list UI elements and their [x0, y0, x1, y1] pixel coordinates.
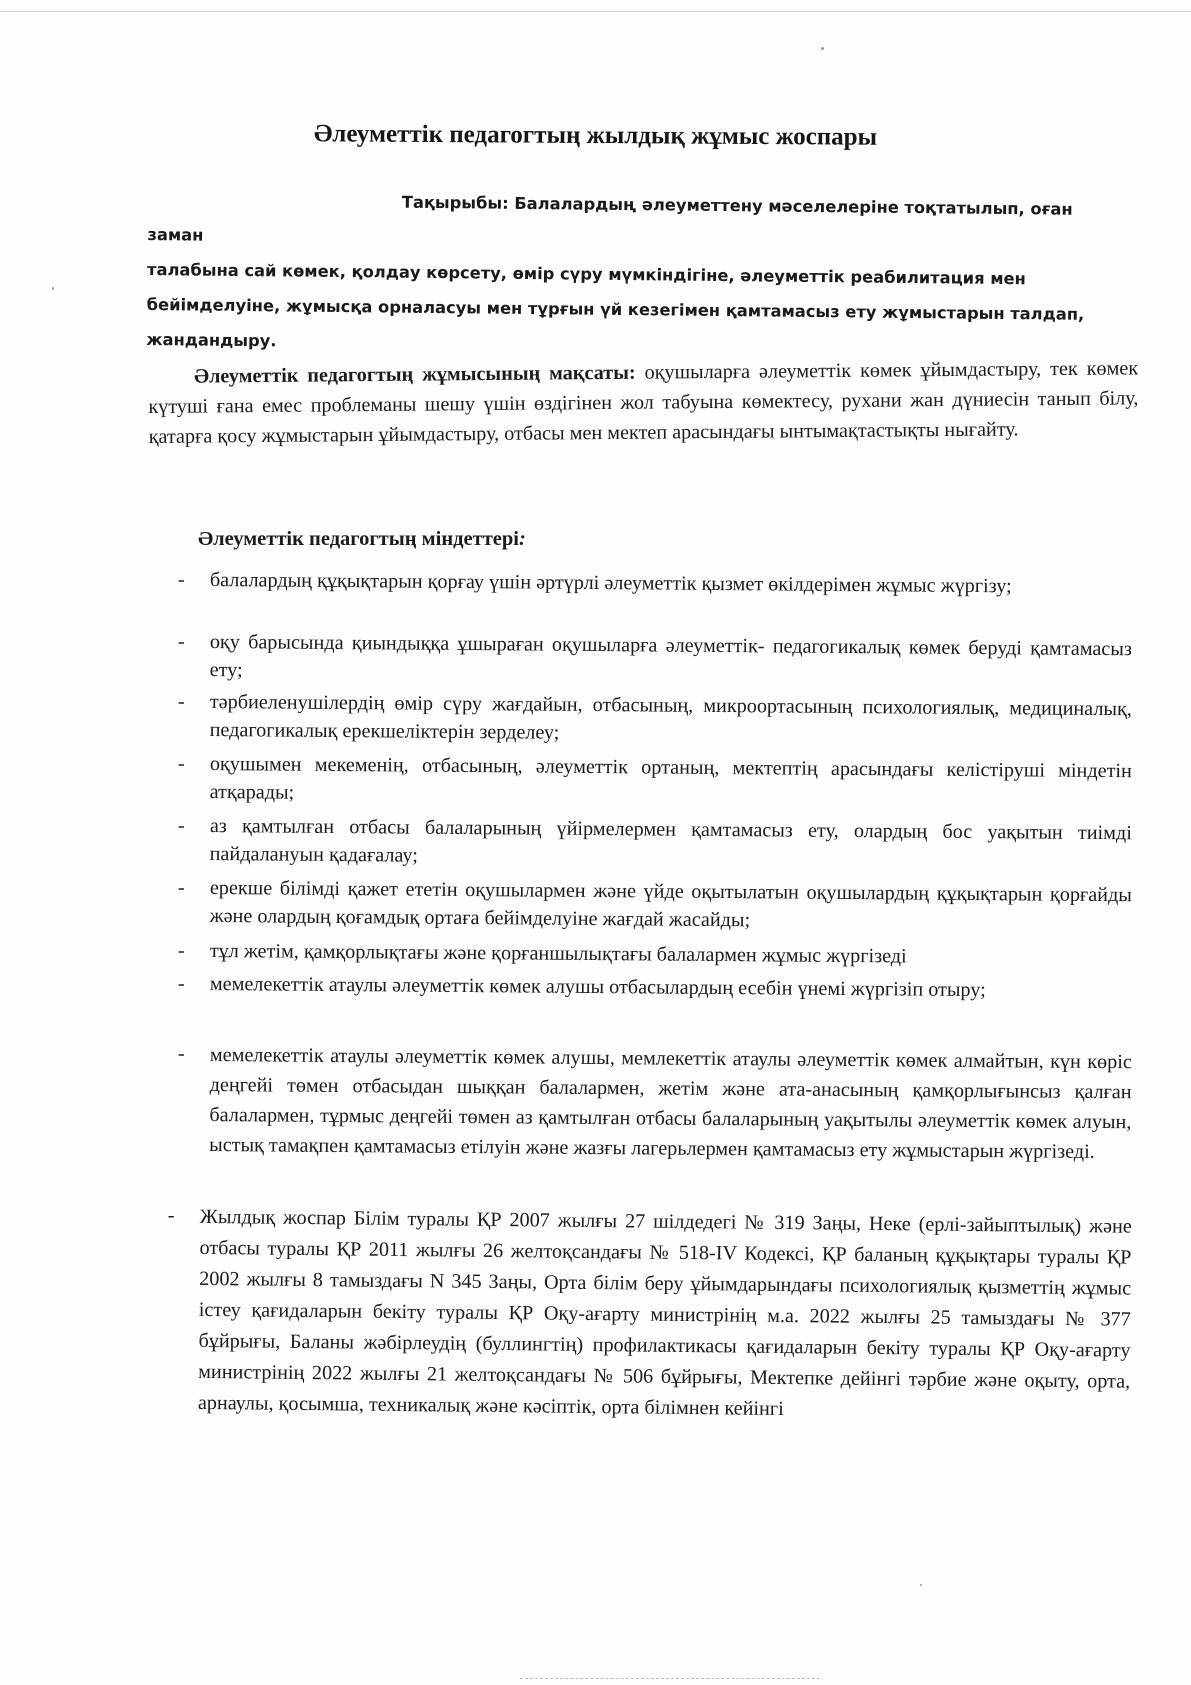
page-title: Әлеуметтік педагогтың жылдық жұмыс жоспары: [313, 120, 878, 151]
bullet-dash: -: [177, 876, 185, 899]
goal-text: оқушыларға әлеуметтік көмек ұйымдастыру, тек көмек күтуші ғана емес проблеманы шешу үшін өздігінен жол табуына көмектесу, рухани жан дүниесін танып білу, қатарға қосу жұмыстарын ұйымдастыру, отбасы мен мектеп арасындағы ынтымақтастықты нығайту.: [148, 357, 1139, 448]
list-item-text: балалардың құқықтарын қорғау үшін әртүрлі әлеуметтік қызмет өкілдерімен жұмыс жүргізу;: [209, 568, 1012, 598]
topic-label: Тақырыбы:: [401, 192, 509, 213]
topic-line: жандандыру.: [146, 329, 277, 351]
bullet-dash: -: [177, 568, 185, 591]
bullet-dash: -: [177, 972, 185, 995]
scan-speck: [920, 1584, 922, 1586]
list-item-text: мемелекеттік атаулы әлеуметтік көмек алушы отбасылардың есебін үнемі жүргізіп отыру;: [209, 972, 986, 1002]
list-item: [0, 564, 1191, 598]
bullet-dash: -: [167, 1204, 175, 1227]
scan-edge-line: [0, 11, 1191, 12]
goal-paragraph: [148, 353, 1139, 452]
list-item: [0, 1200, 1191, 1421]
topic-text: Балалардың әлеуметтену мәселелеріне тоқтатылып, оған заман: [147, 193, 1073, 245]
list-item-text: оқушымен мекеменің, отбасының, әлеуметтік ортаның, мектептің арасындағы келістіруші міндетін атқарады;: [209, 752, 1132, 804]
topic-line: бейімделуіне, жұмысқа орналасуы мен тұрғын үй кезегімен қамтамасыз ету жұмыстарын талдап,: [146, 294, 1085, 324]
bullet-dash: -: [177, 1042, 185, 1065]
tasks-heading-colon: :: [518, 528, 526, 550]
list-item-text: Жылдық жоспар Білім туралы ҚР 2007 жылғы 27 шілдедегі № 319 Заңы, Неке (ерлі-зайыптылық) және отбасы туралы ҚР 2011 жылғы 26 желтоқсандағы № 518-IV Кодексі, ҚР баланың құқықтары туралы ҚР 2002 жылғы 8 тамыздағы N 345 Заңы, Орта білім беру ұйымдарындағы психологиялық қызметтің жұмыс істеу қағидаларын бекіту туралы ҚР Оқу-ағарту министрінің м.а. 2022 жылғы 25 тамыздағы № 377 бұйрығы, Баланы жәбірлеудің (буллингтің) профилактикасы қағидаларын бекіту туралы ҚР Оқу-ағарту министрінің 2022 жылғы 21 желтоқсандағы № 506 бұйрығы, Мектепке дейінгі тәрбие және оқыту, орта, арнаулы, қосымша, техникалық және кәсіптік, орта білімнен кейінгі: [197, 1205, 1132, 1421]
scan-speck: [821, 47, 824, 50]
list-item: [0, 935, 1191, 968]
scan-edge-line: [520, 1678, 820, 1680]
list-item: [0, 626, 1191, 682]
bullet-dash: -: [177, 630, 185, 653]
topic-line: [147, 182, 1123, 262]
list-item-text: тәрбиеленушілердің өмір сүру жағдайын, отбасының, микроортасының психологиялық, медициналық, педагогикалық ерекшеліктерін зерделеу;: [209, 690, 1132, 744]
list-item-text: аз қамтылған отбасы балаларының үйірмелермен қамтамасыз ету, олардың бос уақытын тиімді пайдалануын қадағалау;: [209, 814, 1132, 867]
topic-block: [146, 182, 1123, 367]
list-item-text: ерекше білімді қажет ететін оқушылармен және үйде оқытылатын оқушылардың құқықтарын қорғайды және олардың қоғамдық ортаға бейімделуіне жағдай жасайды;: [209, 876, 1132, 932]
list-item-text: тұл жетім, қамқорлықтағы және қорғаншылықтағы балалармен жұмыс жүргізеді: [209, 939, 907, 968]
topic-line: талабына сай көмек, қолдау көрсету, өмір сүру мүмкіндігіне, әлеуметтік реабилитация мен: [146, 259, 1026, 289]
scan-speck: [52, 287, 54, 290]
tasks-heading-label: Әлеуметтік педагогтың міндеттері: [198, 528, 519, 550]
bullet-dash: -: [177, 752, 185, 775]
list-item: [0, 1038, 1191, 1163]
list-item-text: мемелекеттік атаулы әлеуметтік көмек алушы, мемлекеттік атаулы әлеуметтік көмек алмайтын, күн көріс деңгейі төмен отбасыдан шыққан балалармен, жетім және ата-анасының қамқорлығынсыз қалған балалармен, тұрмыс деңгейі төмен аз қамтылған отбасы балаларының уақытылы әлеуметтік көмек алуын, ыстық тамақпен қамтамасыз етілуін және жазғы лагерьлермен қамтамасыз ету жұмыстарын жүргізеді.: [209, 1043, 1132, 1163]
bullet-dash: -: [177, 690, 185, 713]
goal-label: Әлеуметтік педагогтың жұмысының мақсаты:: [194, 361, 636, 388]
list-item-text: оқу барысында қиындыққа ұшыраған оқушыларға әлеуметтік- педагогикалық көмек беруді қамтамасыз ету;: [209, 630, 1132, 682]
bullet-dash: -: [177, 814, 185, 837]
bullet-dash: -: [177, 939, 185, 962]
tasks-heading: [198, 528, 526, 551]
